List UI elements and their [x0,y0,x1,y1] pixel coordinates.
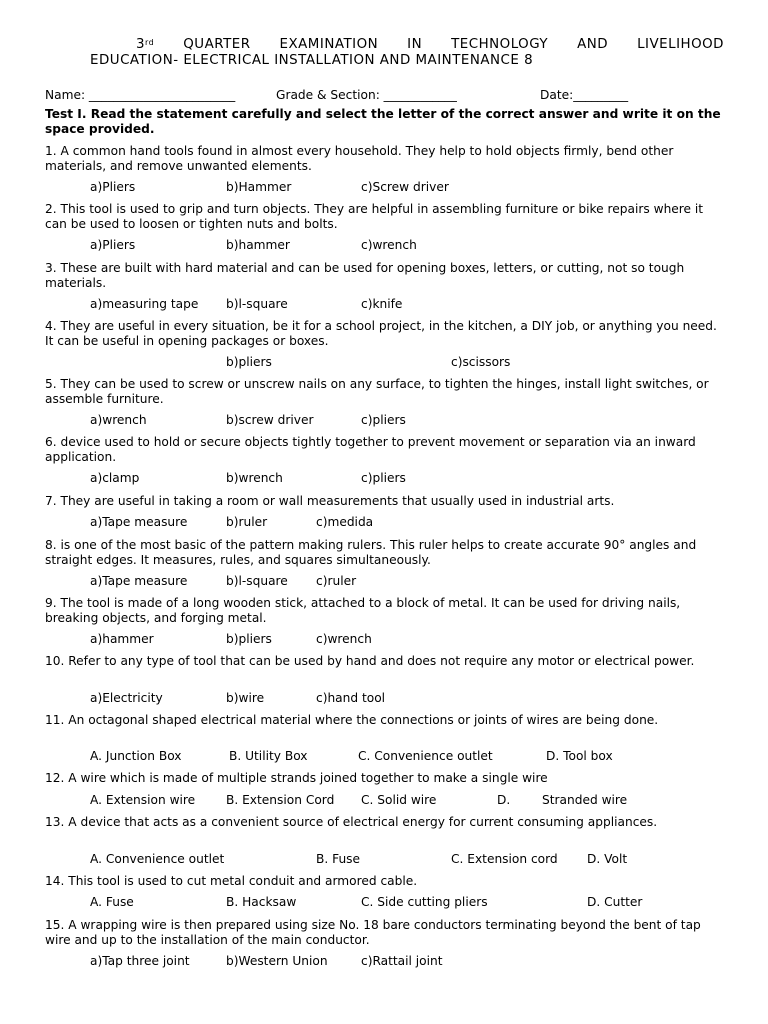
title-line-2: EDUCATION- ELECTRICAL INSTALLATION AND MAINTENANCE 8 [90,53,534,68]
question-text: 1. A common hand tools found in almost every household. They help to hold objects firmly, bend other materials, and remove unwanted elements. [45,144,674,173]
answer-options [0,574,768,590]
answer-options [0,180,768,196]
grade-section-field[interactable]: Grade & Section: ____________ [276,88,457,102]
answer-option[interactable]: a)Pliers [90,180,136,194]
answer-option[interactable]: D. Cutter [587,895,643,909]
title-word: QUARTER [183,37,251,52]
date-field[interactable]: Date:_________ [540,88,629,102]
answer-option[interactable]: c)pliers [361,471,406,485]
question-text: 5. They can be used to screw or unscrew nails on any surface, to tighten the hinges, install light switches, or assemble furniture. [45,377,709,406]
answer-options [0,355,768,371]
answer-option[interactable]: a)Pliers [90,238,136,252]
answer-option[interactable]: b)screw driver [226,413,314,427]
question-text: 13. A device that acts as a convenient source of electrical energy for current consuming appliances. [45,815,658,829]
answer-options [0,895,768,911]
answer-option[interactable]: b)pliers [226,355,272,369]
answer-option[interactable]: c)Screw driver [361,180,449,194]
answer-option[interactable]: B. Utility Box [229,749,308,763]
title-word: AND [577,37,609,52]
answer-option[interactable]: D. [497,793,511,807]
answer-option[interactable]: c)scissors [451,355,511,369]
answer-option[interactable]: b)wire [226,691,265,705]
answer-option[interactable]: c)medida [316,515,374,529]
answer-options [0,852,768,868]
answer-option[interactable]: c)pliers [361,413,406,427]
title-word: IN [407,37,423,52]
answer-options [0,238,768,254]
answer-option[interactable]: A. Fuse [90,895,134,909]
answer-option[interactable]: a)wrench [90,413,147,427]
answer-option[interactable]: B. Fuse [316,852,361,866]
question-text: 6. device used to hold or secure objects tightly together to prevent movement or separation via an inward application. [45,435,696,464]
answer-options [0,793,768,809]
answer-options [0,471,768,487]
answer-options [0,749,768,765]
test-instructions: Test I. Read the statement carefully and select the letter of the correct answer and write it on the space provided. [45,107,721,136]
question-text: 10. Refer to any type of tool that can be used by hand and does not require any motor or electrical power. [45,654,695,668]
answer-option[interactable]: b)l-square [226,574,288,588]
exam-title [44,37,724,69]
answer-option[interactable]: c)Rattail joint [361,954,443,968]
answer-option[interactable]: c)knife [361,297,403,311]
answer-option[interactable]: a)Tap three joint [90,954,190,968]
answer-option[interactable]: a)measuring tape [90,297,199,311]
name-field[interactable]: Name: ________________________ [45,88,236,102]
answer-option[interactable]: c)ruler [316,574,357,588]
answer-option[interactable]: c)wrench [316,632,372,646]
title-word: LIVELIHOOD [637,37,724,52]
question-text: 12. A wire which is made of multiple strands joined together to make a single wire [45,771,548,785]
answer-option[interactable]: b)Western Union [226,954,328,968]
answer-options [0,632,768,648]
answer-option[interactable]: b)l-square [226,297,288,311]
title-ordinal: 3rd [136,37,155,52]
question-text: 4. They are useful in every situation, be it for a school project, in the kitchen, a DIY job, or anything you need. It can be useful in opening packages or boxes. [45,319,717,348]
answer-option[interactable]: A. Convenience outlet [90,852,225,866]
question-text: 7. They are useful in taking a room or wall measurements that usually used in industrial arts. [45,494,615,508]
answer-options [0,691,768,707]
answer-option[interactable]: b)wrench [226,471,283,485]
answer-option[interactable]: c)hand tool [316,691,386,705]
answer-options [0,413,768,429]
question-text: 9. The tool is made of a long wooden stick, attached to a block of metal. It can be used for driving nails, breaking objects, and forging metal. [45,596,681,625]
answer-option[interactable]: B. Hacksaw [226,895,297,909]
answer-option[interactable]: b)Hammer [226,180,292,194]
answer-option[interactable]: C. Convenience outlet [358,749,493,763]
answer-option[interactable]: D. Tool box [546,749,613,763]
answer-option[interactable]: D. Volt [587,852,628,866]
answer-option[interactable]: b)hammer [226,238,290,252]
answer-option[interactable]: a)hammer [90,632,154,646]
answer-option[interactable]: C. Solid wire [361,793,437,807]
question-text: 11. An octagonal shaped electrical material where the connections or joints of wires are being done. [45,713,659,727]
answer-option[interactable]: a)Electricity [90,691,163,705]
answer-option[interactable]: a)Tape measure [90,574,188,588]
answer-options [0,515,768,531]
answer-option[interactable]: Stranded wire [542,793,628,807]
question-text: 14. This tool is used to cut metal conduit and armored cable. [45,874,418,888]
answer-option[interactable]: a)Tape measure [90,515,188,529]
answer-option[interactable]: A. Extension wire [90,793,196,807]
answer-option[interactable]: A. Junction Box [90,749,182,763]
answer-options [0,954,768,970]
title-line-1 [44,37,724,53]
answer-option[interactable]: a)clamp [90,471,140,485]
answer-option[interactable]: C. Side cutting pliers [361,895,488,909]
question-text: 3. These are built with hard material and can be used for opening boxes, letters, or cutting, not so tough materials. [45,261,685,290]
title-word: EXAMINATION [279,37,379,52]
answer-option[interactable]: b)pliers [226,632,272,646]
answer-option[interactable]: c)wrench [361,238,417,252]
answer-options [0,297,768,313]
question-text: 2. This tool is used to grip and turn objects. They are helpful in assembling furniture or bike repairs where it can be used to loosen or tighten nuts and bolts. [45,202,704,231]
answer-option[interactable]: b)ruler [226,515,268,529]
answer-option[interactable]: C. Extension cord [451,852,558,866]
question-text: 15. A wrapping wire is then prepared using size No. 18 bare conductors terminating beyond the bent of tap wire and up to the installation of the main conductor. [45,918,701,947]
title-word: TECHNOLOGY [451,37,549,52]
question-text: 8. is one of the most basic of the pattern making rulers. This ruler helps to create accurate 90° angles and straight edges. It measures, rules, and squares simultaneously. [45,538,697,567]
answer-option[interactable]: B. Extension Cord [226,793,335,807]
